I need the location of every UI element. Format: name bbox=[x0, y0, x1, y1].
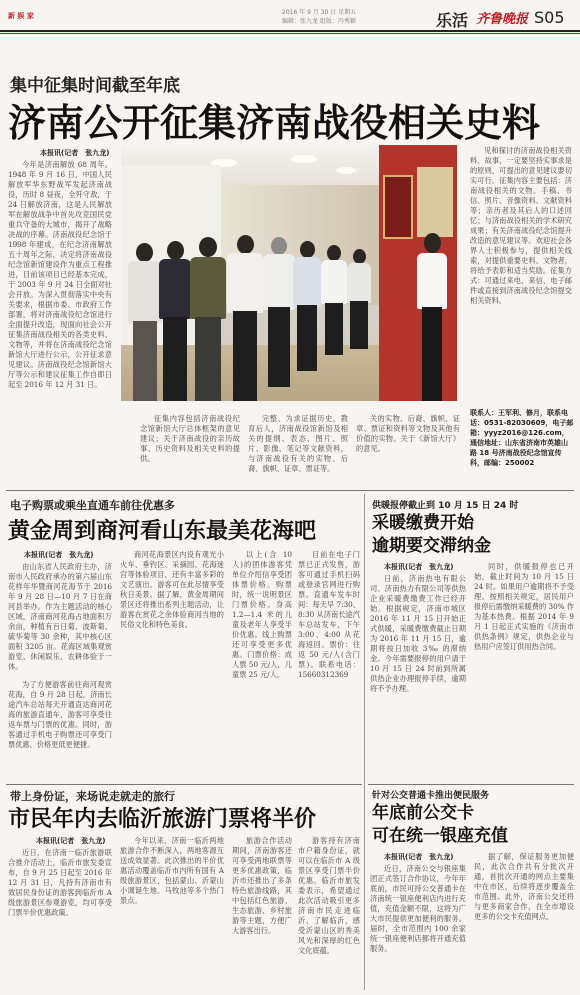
figure-legs bbox=[133, 321, 157, 401]
story-column: 近日，在济南一临沂旅游联合推介活动上，临沂市旅发委宣布，自 9 月 25 日起至 2016 年 12 月 31 日，凡持有济南市有效居民身份证的游客到临沂市 A 级旅游景区参观游览，均可享受门票半价优惠政策。 bbox=[8, 848, 112, 917]
story-column: 旅游合作活动期间，济南游客还可享受两地联票等更多优惠政策，临沂市还推出了多条特色旅游线路，其中包括红色旅游、生态旅游、乡村旅游等主题，方便广大游客出行。 bbox=[232, 836, 292, 935]
story-headline: 黄金周到商河看山东最美花海吧 bbox=[8, 519, 317, 544]
masthead-accent-rule bbox=[0, 33, 580, 34]
figure-head bbox=[167, 241, 184, 260]
figure-legs bbox=[325, 303, 343, 355]
story-column: 以上(含 10 人)的团体游客凭单位介绍信享受团体票价格。购票时，统一说明景区门票价格。身高 1.2—1.4 米的儿童及老年人享受半价优惠。线上购票还可享受更多优惠。门票价格：成人票 50 元/人，儿童票 25 元/人。 bbox=[232, 550, 292, 679]
figure-head bbox=[271, 237, 287, 255]
figure-head bbox=[300, 241, 315, 258]
lead-byline: 本报讯(记者 张九龙) bbox=[40, 149, 110, 157]
figure-torso bbox=[293, 257, 321, 307]
section-divider bbox=[368, 784, 574, 785]
contact-info: 联系人：王军利、修月，联系电话：0531-82030609，电子邮箱：yyyz2016@126.com，通信地址：山东省济南市英雄山路 18 号济南战役纪念馆宣传科，邮编：250002 bbox=[470, 409, 574, 467]
story-column: 为了方便游客前往商河观赏花海，自 9 月 28 日起，济南长途汽车总站每天开通直达商河花海的旅游直通车，游客可享受往返车票与门票的优惠。同时，游客通过手机电子购票还可享受门票优惠，价格更低更便捷。 bbox=[8, 680, 112, 749]
story-column: 据了解，保证服务更加便民，此次合作共有分批次开通，首批次开通的网点主要集中在市区，后续将逐步覆盖全市范围。此外，济南公交还将与更多商家合作，在全市增设更多的公交卡充值网点。 bbox=[474, 852, 574, 921]
figure-legs bbox=[422, 307, 442, 401]
newspaper-logo: 齐鲁晚报 bbox=[476, 12, 529, 27]
story-byline: 本报讯(记者 张九龙) bbox=[384, 853, 454, 861]
lead-kicker: 集中征集时间截至年底 bbox=[10, 76, 180, 96]
figure-head bbox=[353, 249, 366, 264]
visitor-figure bbox=[345, 249, 373, 349]
exhibit-board bbox=[417, 167, 453, 237]
lead-article-column: 关的实物、后裔、旗帜、证章、票证和资料等文物及其他有价值的实物。关于《新馆大厅》的意见。 bbox=[356, 414, 460, 453]
story-headline: 年底前公交卡 可在统一银座充值 bbox=[372, 803, 508, 846]
story-byline: 本报讯(记者 张九龙) bbox=[384, 563, 454, 571]
figure-legs bbox=[297, 305, 317, 371]
lead-article-column: 征集内容包括济南战役纪念馆新馆大厅总体框架的意见建议；关于济南战役的亲历故事、历史资料及相关史料的提供。 bbox=[140, 414, 240, 463]
page-number: S05 bbox=[534, 8, 565, 27]
story-column: 目前在电子门票已正式发售，游客可通过手机扫码或登录官网进行购票。直通车发车时间：每天早 7:30、8:30 从济南长途汽车总站发车，下午 3:00、4:00 从花海返回。票价：往返 50 元/人(含门票)。联系电话：15660312369 bbox=[298, 550, 360, 679]
story-column: 同时，供暖报停也已开始，截止时间为 10 月 15 日 24 时。如果用户逾期将不予受理。按照相关规定，居民用户报停后需缴纳采暖费的 30% 作为基本热费。根据 2014 年 9 月 1 日起正式实施的《济南市供热条例》规定，供热企业与热用户应签订供用热合同。 bbox=[474, 562, 574, 651]
visitor-figure bbox=[225, 235, 265, 401]
figure-head bbox=[199, 237, 217, 257]
ceiling-light bbox=[336, 167, 356, 174]
figure-torso bbox=[227, 253, 263, 313]
dateline bbox=[282, 8, 432, 26]
story-headline: 市民年内去临沂旅游门票将半价 bbox=[8, 807, 317, 832]
figure-legs bbox=[195, 317, 221, 401]
section-title: 乐活 bbox=[436, 11, 469, 30]
figure-torso bbox=[417, 253, 447, 309]
section-divider bbox=[6, 490, 574, 491]
column-divider bbox=[364, 494, 365, 990]
story-byline: 本报讯(记者 张九龙) bbox=[36, 837, 106, 845]
figure-torso bbox=[190, 257, 226, 319]
section-divider bbox=[6, 784, 362, 785]
story-column: 游客持有济南市户籍身份证，就可以在临沂市 A 级景区享受门票半价优惠。临沂市旅发委表示，希望通过此次活动吸引更多济南市民走进临沂、了解临沂，感受沂蒙山区的秀美风光和深厚的红色文化底蕴。 bbox=[298, 836, 360, 955]
lead-article-column: 今年是济南解放 68 周年。1948 年 9 月 16 日，中国人民解放军华东野战军发起济南战役，历时 8 昼夜，全歼守敌，于 24 日解放济南，这是人民解放军在解放战争中首先攻克国民党重兵守备的大城市，揭开了战略决战的序幕。济南战役纪念馆于 1998 年建成，在纪念济南解放五十周年之际，决定将济南战役纪念馆新馆建设作为重点工程推进，目前该项目已经基本完成，于 2003 年 9 月 24 日全面对社会开放。为深入贯彻落实中央有关要求，根据市委、市政府工作部署，将对济南战役纪念馆进行全面提升改造，现面向社会公开征集济南战役相关的各类史料、文物等，并将在济南战役纪念馆新馆大厅进行公示，公开征求意见建议。济南战役纪念馆新馆大厅等公示和建议征集工作自即日起至 2016 年 12 月 31 日。 bbox=[8, 160, 112, 389]
ceiling-light bbox=[291, 155, 317, 163]
figure-torso bbox=[347, 263, 371, 303]
story-kicker: 带上身份证，来场说走就走的旅行 bbox=[10, 790, 175, 803]
guide-figure bbox=[415, 233, 449, 401]
figure-head bbox=[237, 235, 254, 254]
visitor-figure bbox=[187, 237, 229, 401]
lead-article-column: 完整、为求证据历史，教育后人，济南战役馆新馆及相关的提纲、表态、图片、照片、影像、笔记等文献资料，与济南战役有关的实物、后裔、旗帜、证章、票证等。 bbox=[248, 414, 348, 473]
figure-legs bbox=[350, 301, 368, 349]
exhibit-plaque bbox=[383, 175, 413, 239]
figure-legs bbox=[233, 311, 257, 401]
story-column: 近日，济南公交与银座集团正式签订合作协议，今年年底前，市民可持公交普通卡在济南统一银座便利店内进行充值，充值金额不限，这将为广大市民提供更加便利的服务。届时，全市范围内 100 余家统一银座便利店都将开通充值服务。 bbox=[370, 864, 466, 953]
story-byline: 本报讯(记者 张九龙) bbox=[24, 551, 94, 559]
story-column: 由山东省人民政府主办，济南市人民政府承办的第六届山东花样年华暨商河花海节于 2016 年 9 月 28 日—10 月 7 日在商河县举办。作为主题活动的核心区域，济南商河花海占地面积万余亩，种植有百日菊、波斯菊、硫华菊等 30 余种，其中核心区面积 3205 亩。花海区域集观赏游览、休闲娱乐、农耕体验于一体。 bbox=[8, 562, 112, 671]
lead-headline: 济南公开征集济南战役相关史料 bbox=[8, 101, 541, 145]
figure-head bbox=[424, 233, 441, 253]
story-headline: 采暖缴费开始 逾期要交滞纳金 bbox=[372, 513, 491, 556]
figure-head bbox=[136, 243, 153, 262]
lead-photo bbox=[121, 145, 457, 401]
figure-torso bbox=[321, 260, 347, 304]
figure-legs bbox=[268, 307, 290, 387]
story-kicker: 针对公交普通卡推出便民服务 bbox=[372, 791, 490, 801]
figure-legs bbox=[163, 317, 187, 401]
figure-head bbox=[327, 245, 341, 261]
dateline-editors: 编辑：张九龙 组版：冯秀颖 bbox=[282, 18, 356, 25]
masthead-tag: 新 娱 家 bbox=[8, 12, 34, 20]
story-column: 今年以来，济南一临沂两地旅游合作不断深入，两地客源互送成效显著。此次推出的半价优惠活动覆盖临沂市内所有国有 A 级旅游景区，包括蒙山、沂蒙山小调诞生地、马牧池等多个热门景点。 bbox=[120, 836, 224, 905]
story-column: 日前，济南热电有限公司、济南热力有限公司等供热企业采暖费缴费工作已经开始。根据规定，济南市城区 2016 年 11 月 15 日开始正式供暖，采暖费缴费截止日期为 2016 年 11 月 15 日，逾期将按日加收 3‰ 的滞纳金。今年需要报停的用户请于 10 月 15 日 24 时前到所属供热企业办理报停手续，逾期将不予办理。 bbox=[370, 574, 466, 693]
masthead-rule bbox=[0, 30, 580, 32]
lead-article-column-right: 见和探讨的济南战役相关资料、故事，一定要坚持实事求是的原则，可提出的意见建议要切实可行。征集内容主要包括：济南战役相关的文物、手稿、书信、照片、音像资料、文献资料等；亲历者及其后人的口述回忆；与济南战役相关的学术研究成果；有关济南战役纪念馆提升改造的意见建议等。欢迎社会各界人士积极参与，提供相关线索，对提供重要史料、文物者，将给予表彰和适当奖励。征集方式：可通过来电、来信、电子邮件或直接到济南战役纪念馆提交相关资料。 bbox=[470, 146, 572, 305]
dateline-date: 2016 年 9 月 30 日 星期五 bbox=[282, 9, 357, 16]
story-column: 商河花海景区内设有观光小火车、垂钓区、采摘园、花海迷宫等体验项目，还有丰富多彩的文艺演出，游客可在此尽情享受秋日美景。据了解，黄金周期间景区还将推出系列主题活动，让游客在赏花之余体验商河当地的民俗文化和特色美食。 bbox=[120, 550, 224, 629]
story-kicker: 供暖报停截止到 10 月 15 日 24 时 bbox=[372, 501, 519, 511]
story-kicker: 电子购票或乘坐直通车前往优惠多 bbox=[10, 499, 175, 512]
